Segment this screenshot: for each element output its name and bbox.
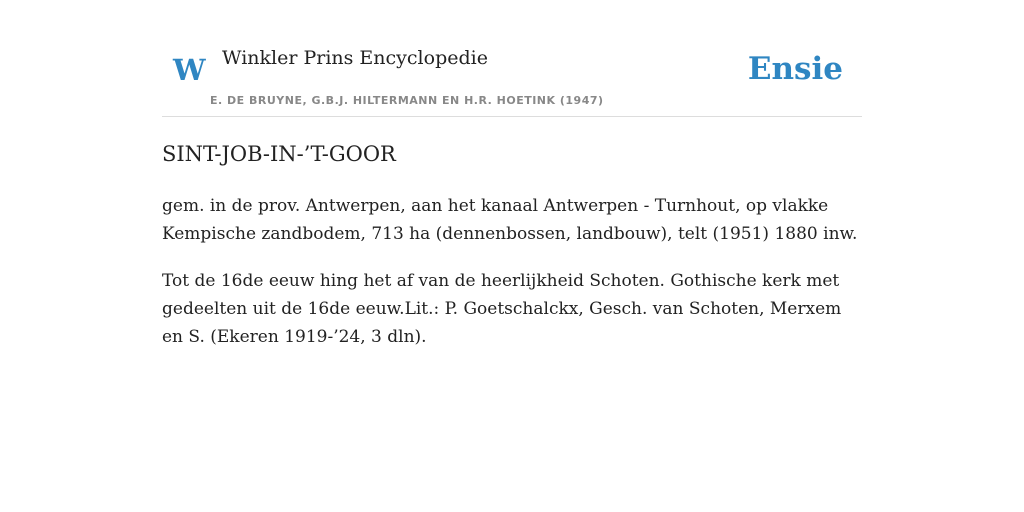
header xyxy=(162,0,862,117)
ensie-logo-link[interactable]: Ensie xyxy=(747,51,843,87)
entry-title: SINT-JOB-IN-’T-GOOR xyxy=(162,142,396,166)
article xyxy=(162,138,862,370)
article-paragraph: gem. in de prov. Antwerpen, aan het kanaal Antwerpen - Turnhout, op vlakke Kempische zandbodem, 713 ha (dennenbossen, landbouw), telt (1951) 1880 inw. xyxy=(162,196,858,244)
book-title: Winkler Prins Encyclopedie xyxy=(222,47,488,69)
authors-line: E. DE BRUYNE, G.B.J. HILTERMANN EN H.R. HOETINK (1947) xyxy=(210,94,604,107)
article-paragraph: Tot de 16de eeuw hing het af van de heerlijkheid Schoten. Gothische kerk met gedeelten uit de 16de eeuw.Lit.: P. Goetschalckx, Gesch. van Schoten, Merxem en S. (Ekeren 1919-’24, 3 dln). xyxy=(162,271,842,347)
winkler-prins-logo[interactable]: W xyxy=(173,53,206,87)
